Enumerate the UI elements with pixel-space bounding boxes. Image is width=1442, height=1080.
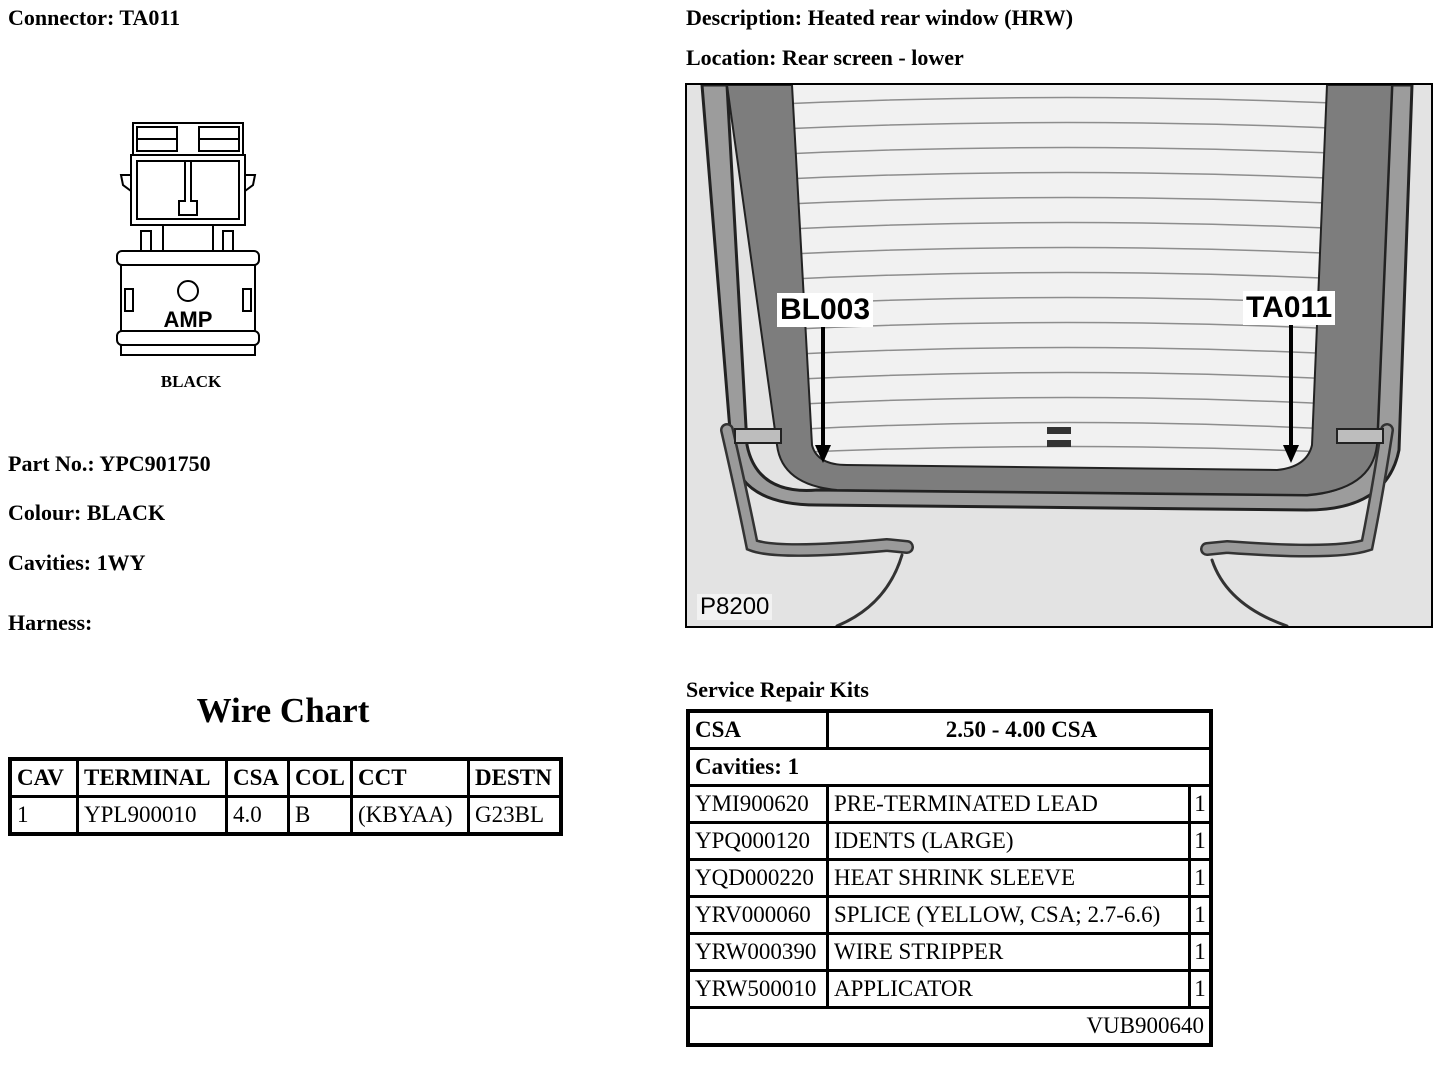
col-terminal: TERMINAL [78, 759, 227, 797]
kit-part: YQD000220 [688, 860, 828, 897]
connector-brand-text: AMP [163, 307, 213, 332]
figure-code: P8200 [697, 594, 772, 620]
wire-chart-header-row [10, 759, 561, 797]
table-row [688, 897, 1211, 934]
col-col: COL [289, 759, 352, 797]
connector-colour-text: BLACK [160, 372, 222, 391]
kit-desc: IDENTS (LARGE) [828, 823, 1190, 860]
connector-drawing [105, 115, 275, 400]
kit-part: YPQ000120 [688, 823, 828, 860]
callout-bl003: BL003 [777, 293, 873, 327]
kit-qty: 1 [1190, 786, 1212, 823]
col-csa: CSA [227, 759, 289, 797]
description: Description: Heated rear window (HRW) [686, 5, 1074, 30]
cell-destn: G23BL [469, 797, 562, 835]
kits-cavities: Cavities: 1 [688, 749, 1211, 786]
cavities: Cavities: 1WY [8, 550, 146, 575]
service-kits-title: Service Repair Kits [686, 677, 869, 702]
kit-part: YRW000390 [688, 934, 828, 971]
kit-desc: WIRE STRIPPER [828, 934, 1190, 971]
location: Location: Rear screen - lower [686, 45, 964, 70]
kits-code-row [688, 1008, 1211, 1046]
cell-cct: (KBYAA) [352, 797, 469, 835]
wire-chart-table [8, 757, 563, 836]
kit-part: YRV000060 [688, 897, 828, 934]
col-cav: CAV [10, 759, 78, 797]
table-row [688, 786, 1211, 823]
cell-col: B [289, 797, 352, 835]
part-number: Part No.: YPC901750 [8, 451, 211, 476]
location-illustration [685, 83, 1433, 628]
col-cct: CCT [352, 759, 469, 797]
kits-csa-value: 2.50 - 4.00 CSA [828, 711, 1212, 749]
kit-qty: 1 [1190, 897, 1212, 934]
kit-part: YMI900620 [688, 786, 828, 823]
kits-csa-label: CSA [688, 711, 828, 749]
rear-window-drawing [687, 85, 1431, 626]
kit-desc: SPLICE (YELLOW, CSA; 2.7-6.6) [828, 897, 1190, 934]
kit-qty: 1 [1190, 971, 1212, 1008]
wire-chart-title: Wire Chart [196, 691, 370, 730]
cell-cav: 1 [10, 797, 78, 835]
kits-cavities-row [688, 749, 1211, 786]
service-kits-table [686, 709, 1213, 1047]
kit-desc: APPLICATOR [828, 971, 1190, 1008]
table-row [688, 823, 1211, 860]
col-destn: DESTN [469, 759, 562, 797]
table-row [688, 860, 1211, 897]
kit-qty: 1 [1190, 823, 1212, 860]
kit-part: YRW500010 [688, 971, 828, 1008]
table-row [688, 934, 1211, 971]
kit-desc: HEAT SHRINK SLEEVE [828, 860, 1190, 897]
cell-terminal: YPL900010 [78, 797, 227, 835]
kit-qty: 1 [1190, 934, 1212, 971]
colour: Colour: BLACK [8, 500, 166, 525]
harness: Harness: [8, 610, 93, 635]
cell-csa: 4.0 [227, 797, 289, 835]
kit-code: VUB900640 [688, 1008, 1211, 1046]
table-row [10, 797, 561, 835]
callout-ta011: TA011 [1243, 291, 1335, 325]
kit-qty: 1 [1190, 860, 1212, 897]
table-row [688, 971, 1211, 1008]
kits-csa-row [688, 711, 1211, 749]
kit-desc: PRE-TERMINATED LEAD [828, 786, 1190, 823]
connector-label: Connector: TA011 [8, 5, 181, 30]
